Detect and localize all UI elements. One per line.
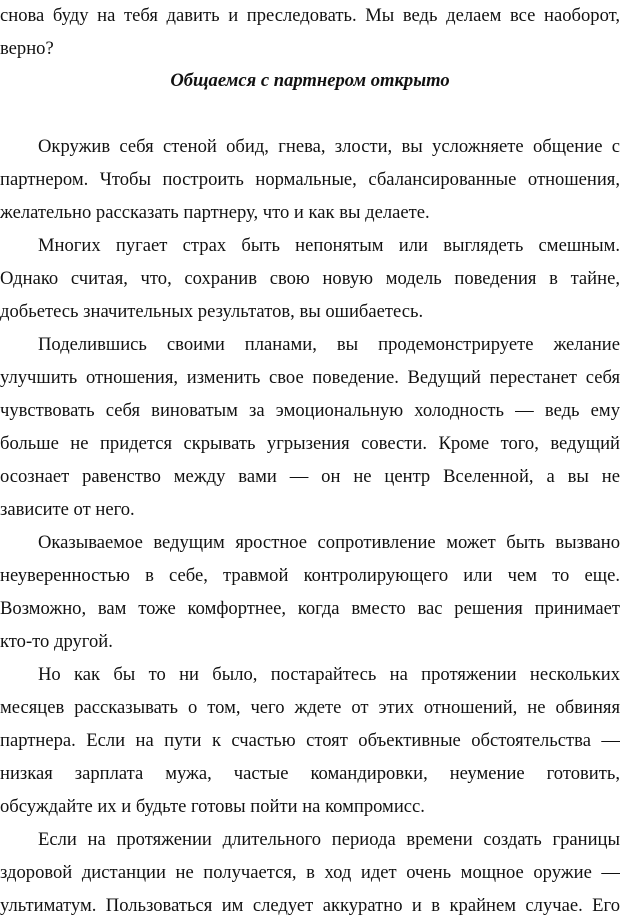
text-line: Возможно, вам тоже комфортнее, когда вместо вас решения принимает [0, 598, 620, 619]
text-line: обсуждайте их и будьте готовы пойти на компромисс. [0, 796, 425, 817]
text-line: больше не придется скрывать угрызения совести. Кроме того, ведущий [0, 433, 620, 454]
text-line: желательно рассказать партнеру, что и как вы делаете. [0, 202, 430, 223]
text-line: верно? [0, 38, 54, 59]
text-line: партнером. Чтобы построить нормальные, сбалансированные отношения, [0, 169, 620, 190]
text-line: Поделившись своими планами, вы продемонстрируете желание [38, 334, 620, 355]
text-line: зависите от него. [0, 499, 135, 520]
text-line: улучшить отношения, изменить свое поведение. Ведущий перестанет себя [0, 367, 620, 388]
text-line: чувствовать себя виноватым за эмоциональную холодность — ведь ему [0, 400, 620, 421]
text-line: Окружив себя стеной обид, гнева, злости, вы усложняете общение с [38, 136, 620, 157]
text-line: здоровой дистанции не получается, в ход идет очень мощное оружие — [0, 862, 620, 883]
text-line: Но как бы то ни было, постарайтесь на протяжении нескольких [38, 664, 620, 685]
text-line: добьетесь значительных результатов, вы ошибаетесь. [0, 301, 424, 322]
text-line: снова буду на тебя давить и преследовать. Мы ведь делаем все наоборот, [0, 5, 620, 26]
text-line: Многих пугает страх быть непонятым или выглядеть смешным. [38, 235, 620, 256]
text-line: партнера. Если на пути к счастью стоят объективные обстоятельства — [0, 730, 620, 751]
section-heading: Общаемся с партнером открыто [170, 70, 450, 91]
text-line: неуверенностью в себе, травмой контролирующего или чем то еще. [0, 565, 620, 586]
text-line: Оказываемое ведущим яростное сопротивление может быть вызвано [38, 532, 620, 553]
text-line: месяцев рассказывать о том, чего ждете от этих отношений, не обвиняя [0, 697, 620, 718]
text-line: кто-то другой. [0, 631, 113, 652]
text-line: ультиматум. Пользоваться им следует аккуратно и в крайнем случае. Его [0, 895, 620, 916]
text-line: низкая зарплата мужа, частые командировки, неумение готовить, [0, 763, 620, 784]
text-line: Если на протяжении длительного периода времени создать границы [38, 829, 620, 850]
text-line: Однако считая, что, сохранив свою новую модель поведения в тайне, [0, 268, 620, 289]
text-line: осознает равенство между вами — он не центр Вселенной, а вы не [0, 466, 620, 487]
